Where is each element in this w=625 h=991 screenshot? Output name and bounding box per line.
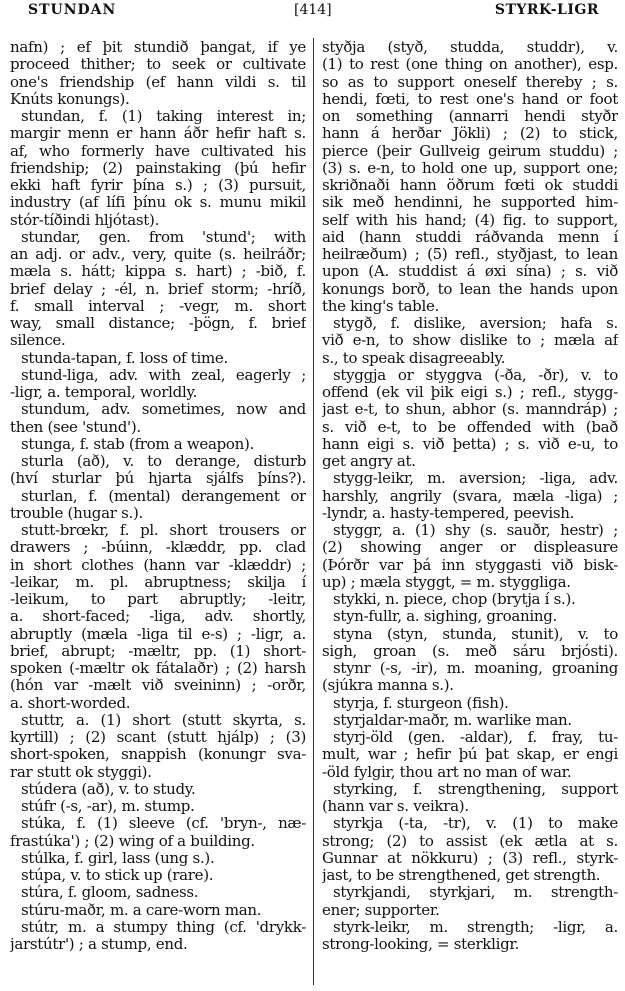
text-line: trouble (hugar s.). [10, 503, 143, 522]
text-line: af, who formerly have cultivated his [10, 141, 306, 160]
text-line: -lyndr, a. hasty-tempered, peevish. [322, 503, 575, 522]
text-line: silence. [10, 331, 66, 350]
text-line: (hón var -mælt við sveininn) ; -orðr, [10, 676, 306, 695]
text-line: get angry at. [322, 452, 416, 470]
text-line: upon (A. studdist á øxi sína) ; s. við [322, 262, 618, 281]
text-line: -öld fylgir, thou art no man of war. [322, 762, 572, 781]
text-line: the king's table. [322, 296, 439, 315]
text-line: stykki, n. piece, chop (brytja í s.). [333, 590, 576, 608]
text-line: styrk-leikr, m. strength; -ligr, a. [333, 917, 618, 936]
text-line: mæla s. hátt; kippa s. hart) ; -bið, f. [10, 262, 306, 281]
text-line: ekki haft fyrir þína s.) ; (3) pursuit, [10, 176, 306, 194]
text-line: sturla (að), v. to derange, disturb [21, 452, 306, 470]
text-line: one's friendship (ef hann vildi s. til [10, 72, 306, 91]
text-line: sigh, groan (s. með sáru brjósti). [322, 641, 618, 660]
text-line: drawers ; -búinn, -klæddr, pp. clad [10, 538, 306, 557]
text-line: styrking, f. strengthening, support [333, 779, 618, 798]
text-line: so as to support oneself thereby ; s. [322, 72, 618, 91]
text-line: abruptly (mæla -liga til e-s) ; -ligr, a. [10, 624, 306, 643]
text-line: stutt-brœkr, f. pl. short trousers or [21, 521, 306, 539]
text-line: strong-looking, = sterkligr. [322, 935, 520, 953]
text-line: stund-liga, adv. with zeal, eagerly ; [21, 365, 306, 384]
text-line: (3) s. e-n, to hold one up, support one; [322, 158, 618, 177]
text-line: -leikar, m. pl. abruptness; skilja í [10, 572, 306, 591]
text-line: styrkja (-ta, -tr), v. (1) to make [333, 814, 618, 833]
text-line: styrja, f. sturgeon (fish). [333, 693, 509, 712]
text-line: stúlka, f. girl, lass (ung s.). [21, 848, 215, 867]
left-column [10, 39, 306, 953]
text-line: (hví sturlar þú hjarta sjálfs þíns?). [10, 469, 306, 488]
text-line: a. short-faced; -liga, adv. shortly, [10, 607, 306, 626]
text-line: spoken (-mæltr ok fátalaðr) ; (2) harsh [10, 659, 306, 677]
text-line: hann á herðar Jökli) ; (2) to stick, [322, 124, 618, 143]
text-line: pierce (þeir Gullveig geirum studdu) ; [322, 141, 618, 160]
text-line: (Þórðr var þá inn styggasti við bisk- [322, 555, 618, 574]
text-line: styrj-öld (gen. -aldar), f. fray, tu- [333, 728, 618, 746]
text-line: proceed thither; to seek or cultivate [10, 55, 306, 74]
text-line: styna (styn, stunda, stunit), v. to [333, 624, 618, 643]
text-line: strong; (2) to assist (ek ætla at s. [322, 831, 618, 850]
text-line: stútr, m. a stumpy thing (cf. 'drykk- [21, 917, 306, 936]
text-line: við e-n, to show dislike to ; mæla af [322, 331, 618, 350]
text-line: Knúts konungs). [10, 89, 130, 108]
text-line: heilræðum) ; (5) refl., styðjast, to lean [322, 245, 618, 263]
text-line: jast e-t, to shun, abhor (s. manndráp) ; [322, 400, 618, 419]
text-line: self with his hand; (4) fig. to support, [322, 210, 618, 229]
text-line: a. short-worded. [10, 693, 131, 712]
page-header [0, 0, 625, 22]
text-line: up) ; mæla styggt, = m. styggliga. [322, 572, 571, 591]
text-line: (1) to rest (one thing on another), esp. [322, 55, 618, 74]
text-line: frastúka') ; (2) wing of a building. [10, 831, 255, 850]
text-line: (2) showing anger or displeasure [322, 538, 618, 557]
text-line: (hann var s. veikra). [322, 797, 469, 815]
text-line: ener; supporter. [322, 900, 440, 919]
text-line: stygð, f. dislike, aversion; hafa s. [333, 314, 618, 332]
text-line: styðja (styð, studda, studdr), v. [322, 39, 618, 56]
text-line: styggr, a. (1) shy (s. sauðr, hestr) ; [333, 521, 618, 539]
text-line: margir menn er hann áðr hefir haft s. [10, 124, 306, 143]
text-line: hann eigi s. við þetta) ; s. við e-u, to [322, 434, 618, 453]
column-divider [313, 38, 314, 985]
text-line: styrjaldar-maðr, m. warlike man. [333, 710, 572, 729]
text-line: stúdera (að), v. to study. [21, 779, 196, 798]
text-line: stunda-tapan, f. loss of time. [21, 348, 228, 367]
text-line: stúra, f. gloom, sadness. [21, 883, 199, 902]
text-line: aid (hann studdi ráðvanda menn í [322, 227, 618, 246]
text-line: an adj. or adv., very, quite (s. heilráðr; [10, 245, 306, 263]
text-line: konungs borð, to lean the hands upon [322, 279, 618, 298]
text-line: stúfr (-s, -ar), m. stump. [21, 797, 195, 815]
text-line: s. við e-t, to be offended with (bað [322, 417, 618, 436]
text-line: sturlan, f. (mental) derangement or [21, 486, 306, 505]
text-line: stundar, gen. from 'stund'; with [21, 227, 306, 246]
text-line: styn-fullr, a. sighing, groaning. [333, 607, 557, 626]
text-line: friendship; (2) painstaking (þú hefir [10, 158, 306, 177]
text-line: brief delay ; -él, n. brief storm; -hríð, [10, 279, 306, 298]
text-line: f. small interval ; -vegr, m. short [10, 296, 306, 315]
text-line: short-spoken, snappish (konungr sva- [10, 745, 306, 764]
text-line: stynr (-s, -ir), m. moaning, groaning [333, 659, 618, 677]
text-line: offend (ek vil þik eigi s.) ; refl., stygg- [322, 383, 618, 401]
text-line: jarstútr') ; a stump, end. [10, 935, 188, 953]
text-line: brief, abrupt; -mæltr, pp. (1) short- [10, 641, 306, 660]
text-line: nafn) ; ef þit stundið þangat, if ye [10, 39, 306, 56]
header-left-guideword: STUNDAN [28, 2, 117, 18]
text-line: Gunnar at nökkuru) ; (3) refl., styrk- [322, 848, 618, 867]
text-line: stundan, f. (1) taking interest in; [21, 107, 306, 125]
text-line: stundum, adv. sometimes, now and [21, 400, 306, 419]
text-line: mult, war ; hefir þú þat skap, er engi [322, 745, 618, 764]
text-line: industry (af lífi þínu ok s. munu mikil [10, 193, 306, 212]
text-line: stunga, f. stab (from a weapon). [21, 434, 255, 453]
page-number: [414] [294, 2, 332, 18]
text-line: jast, to be strengthened, get strength. [322, 866, 601, 884]
text-line: sik með hendinni, he supported him- [322, 193, 618, 212]
text-line: styrkjandi, styrkjari, m. strength- [333, 883, 618, 902]
text-line: -ligr, a. temporal, worldly. [10, 383, 198, 401]
header-right-guideword: STYRK-LIGR [494, 2, 599, 18]
text-line: s., to speak disagreeably. [322, 348, 506, 367]
text-line: skriðnaði hann öðrum fœti ok studdi [322, 176, 618, 194]
text-line: harshly, angrily (svara, mæla -liga) ; [322, 486, 618, 505]
text-line: stúru-maðr, m. a care-worn man. [21, 900, 262, 919]
text-line: stór-tíðindi hljótast). [10, 210, 160, 229]
text-line: in short clothes (hann var -klæddr) ; [10, 555, 306, 574]
text-line: stygg-leikr, m. aversion; -liga, adv. [333, 469, 618, 488]
text-line: stúpa, v. to stick up (rare). [21, 866, 214, 884]
text-line: stúka, f. (1) sleeve (cf. 'bryn-, næ- [21, 814, 306, 833]
text-line: hendi, fœti, to rest one's hand or foot [322, 89, 618, 108]
text-line: styggja or styggva (-ða, -ðr), v. to [333, 365, 618, 384]
text-line: (sjúkra manna s.). [322, 676, 454, 695]
text-line: -leikum, to part abruptly; -leitr, [10, 590, 306, 608]
text-line: stuttr, a. (1) short (stutt skyrta, s. [21, 710, 306, 729]
text-line: rar stutt ok styggi). [10, 762, 152, 781]
text-line: kyrtill) ; (2) scant (stutt hjálp) ; (3) [10, 728, 306, 746]
text-line: way, small distance; -þögn, f. brief [10, 314, 306, 332]
text-line: then (see 'stund'). [10, 417, 141, 436]
text-line: on something (annarri hendi styðr [322, 107, 618, 125]
right-column [322, 39, 618, 953]
